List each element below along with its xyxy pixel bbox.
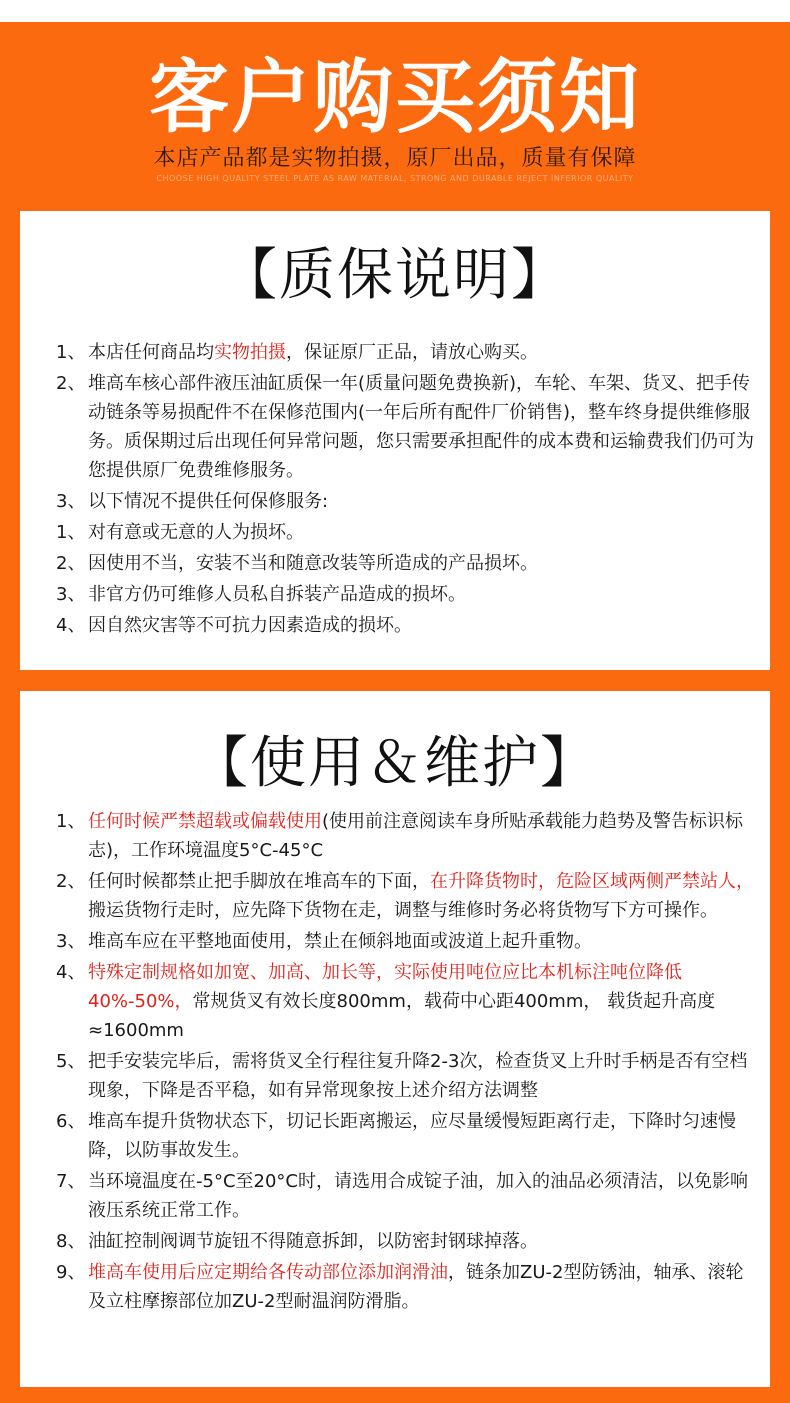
page-subtitle: 本店产品都是实物拍摄，原厂出品，质量有保障 [153,146,637,171]
list-item [56,580,756,609]
item-text: 因自然灾害等不可抗力因素造成的损坏。 [88,615,412,636]
list-item [56,369,756,485]
list-item [56,958,756,1045]
item-number: 3、 [56,931,86,952]
item-number: 2、 [56,373,86,394]
item-number: 5、 [56,1051,86,1072]
usage-list [56,807,756,1318]
list-item [56,807,756,865]
item-text: 堆高车应在平整地面使用，禁止在倾斜地面或波道上起升重物。 [88,931,592,952]
usage-card [20,691,770,1387]
header-banner [0,22,790,202]
list-item [56,518,756,547]
item-number: 6、 [56,1111,86,1132]
list-item [56,487,756,516]
item-text [88,958,756,1045]
list-item [56,338,756,367]
text-segment: 搬运货物行走时，应先降下货物在走，调整与维修时务必将货物写下方可操作。 [88,900,718,921]
item-number: 4、 [56,962,86,983]
item-text [88,338,756,367]
text-segment: 本店任何商品均 [88,342,214,363]
list-item [56,549,756,578]
item-text: 堆高车提升货物状态下，切记长距离搬运，应尽量缓慢短距离行走，下降时匀速慢降，以防事故发生。 [88,1111,736,1161]
item-text: 非官方仍可维修人员私自拆装产品造成的损坏。 [88,584,466,605]
item-number: 4、 [56,615,86,636]
item-text: 以下情况不提供任何保修服务: [88,491,329,512]
highlight-segment: 在升降货物时，危险区域两侧严禁站人， [430,871,754,892]
page-title: 客户购买须知 [149,51,641,144]
warranty-card [20,211,770,670]
list-item [56,1047,756,1105]
list-item [56,1227,756,1256]
item-text: 堆高车核心部件液压油缸质保一年(质量问题免费换新)，车轮、车架、货叉、把手传动链条等易损配件不在保修范围内(一年后所有配件厂价销售)，整车终身提供维修服务。质保期过后出现任何异常问题，您只需要承担配件的成本费和运输费我们仍可为您提供原厂免费维修服务。 [88,373,754,481]
item-text: 当环境温度在-5°C至20°C时，请选用合成锭子油，加入的油品必须清洁，以免影响液压系统正常工作。 [88,1171,748,1221]
list-item [56,1107,756,1165]
page-tagline: CHOOSE HIGH QUALITY STEEL PLATE AS RAW MATERIAL, STRONG AND DURABLE REJECT INFERIOR QUALITY [156,174,634,183]
warranty-list [56,338,756,642]
text-segment: 常规货叉有效长度800mm，载荷中心距400mm， 载货起升高度≈1600mm [88,991,716,1041]
item-number: 8、 [56,1231,86,1252]
highlight-segment: 堆高车使用后应定期给各传动部位添加润滑油 [88,1262,448,1283]
list-item [56,1167,756,1225]
list-item [56,927,756,956]
highlight-segment: 特殊定制规格如加宽、加高、加长等，实际使用吨位应比本机标注吨位降低40%-50%， [88,962,682,1012]
list-item [56,867,756,925]
item-number: 2、 [56,553,86,574]
highlight-segment: 任何时候严禁超载或偏载使用 [88,811,322,832]
text-segment: 任何时候都禁止把手脚放在堆高车的下面， [88,871,430,892]
item-text: 把手安装完毕后，需将货叉全行程往复升降2-3次，检查货叉上升时手柄是否有空档现象，下降是否平稳，如有异常现象按上述介绍方法调整 [88,1051,748,1101]
highlight-segment: 实物拍摄 [214,342,286,363]
item-number: 3、 [56,491,86,512]
item-text [88,807,756,865]
item-text: 油缸控制阀调节旋钮不得随意拆卸，以防密封钢球掉落。 [88,1231,538,1252]
item-number: 1、 [56,811,86,832]
item-text [88,867,756,925]
item-number: 9、 [56,1262,86,1283]
item-number: 7、 [56,1171,86,1192]
list-item [56,611,756,640]
item-text [88,1258,756,1316]
item-number: 1、 [56,522,86,543]
usage-title: 【使用＆维护】 [192,731,598,796]
item-number: 2、 [56,871,86,892]
item-text: 对有意或无意的人为损坏。 [88,522,304,543]
item-number: 3、 [56,584,86,605]
warranty-title: 【质保说明】 [221,243,569,308]
text-segment: ，链条加ZU-2型防锈油，轴承、滚轮及立柱摩擦部位加ZU-2型耐温润防滑脂。 [88,1262,744,1312]
item-number: 1、 [56,342,86,363]
text-segment: ，保证原厂正品，请放心购买。 [286,342,538,363]
list-item [56,1258,756,1316]
item-text: 因使用不当，安装不当和随意改装等所造成的产品损坏。 [88,553,538,574]
text-segment: (使用前注意阅读车身所贴承载能力趋势及警告标识标志)，工作环境温度5°C-45°C [88,811,744,861]
